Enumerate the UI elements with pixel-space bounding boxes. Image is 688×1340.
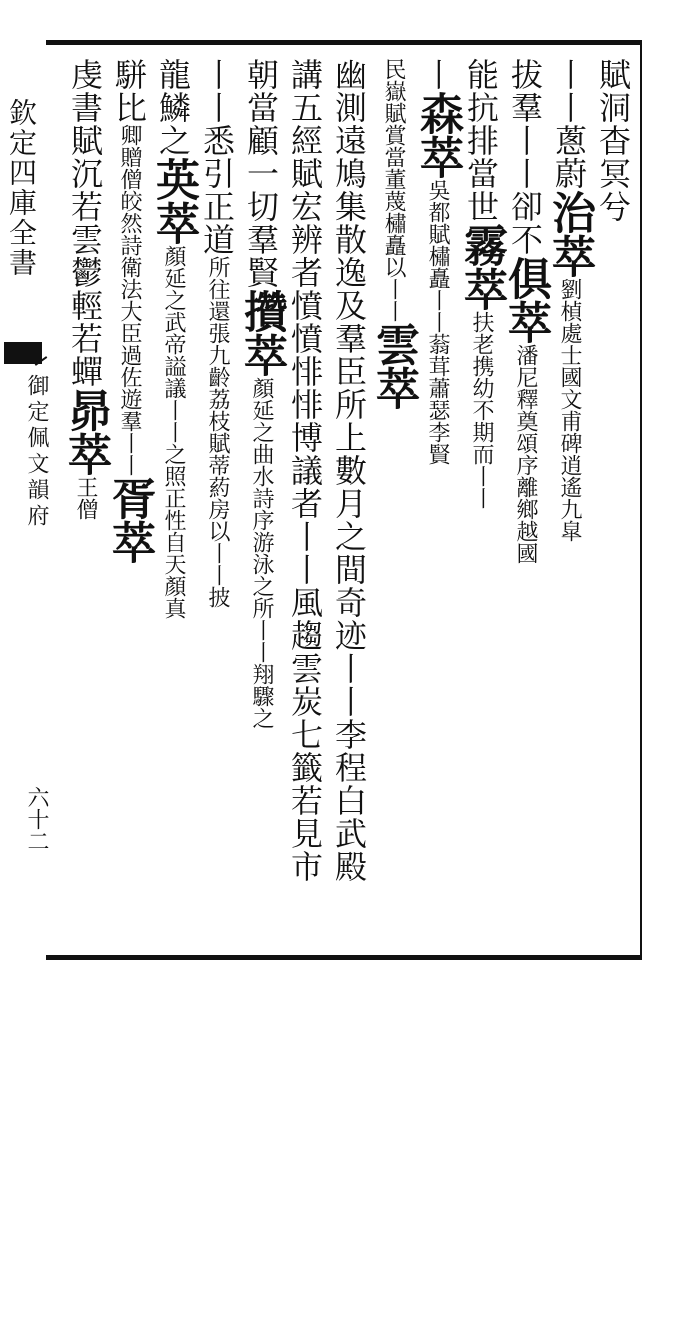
text-column-8 xyxy=(284,58,326,938)
annotation: 吳都賦橚矗丨丨蓊茸蕭瑟李賢 xyxy=(425,179,450,465)
text-column-9 xyxy=(236,58,287,938)
book-title: 御定佩文韻府 xyxy=(24,374,49,530)
column-text: 幽測遠鳩集散逸及羣臣所上數月之間奇迹丨丨李程白武殿 xyxy=(330,58,368,883)
text-column-11 xyxy=(148,58,199,938)
annotation: 扶老携幼不期而丨丨 xyxy=(469,311,494,509)
column-text: 虔書賦沉若雲鬱輕若蟬 xyxy=(66,58,104,388)
text-column-2 xyxy=(544,58,595,938)
fish-tail-mark-icon xyxy=(4,342,42,364)
column-text: 講五經賦宏辨者憤憤悱悱博議者丨丨風趨雲炭七籤若見市 xyxy=(286,58,324,883)
column-text xyxy=(69,853,92,940)
aux-column-a xyxy=(196,460,238,1340)
headword: 昴萃 xyxy=(60,388,111,476)
column-text: 丨 xyxy=(418,58,456,91)
text-column-3 xyxy=(500,58,551,938)
column-text: 能抗排當世 xyxy=(462,58,500,223)
column-text: 賦洞杳冥兮 xyxy=(594,58,632,223)
annotation: 顏延之武帝謚議丨丨之照正性自天顏真 xyxy=(161,245,186,619)
text-column-5 xyxy=(412,58,463,938)
collection-title: 欽定四庫全書 xyxy=(5,98,38,278)
headword: 英萃 xyxy=(148,157,199,245)
spacer xyxy=(60,58,61,59)
text-column-4 xyxy=(456,58,507,938)
annotation: 劉楨處士國文甫碑逍遙九皐 xyxy=(557,278,582,542)
page-number: 六十二 xyxy=(24,786,49,852)
annotation: 顏延之曲水詩序游泳之所丨丨翔驟之 xyxy=(249,377,274,729)
annotation: 王僧 xyxy=(73,476,98,520)
headword: 胥萃 xyxy=(104,476,155,564)
aux-block xyxy=(52,520,92,940)
column-text: 丨丨悉引正道 xyxy=(198,58,236,256)
column-text xyxy=(69,520,92,700)
column-text: 朝當顧一切羣賢 xyxy=(242,58,280,289)
column-text: 拔羣丨丨卻不 xyxy=(506,58,544,256)
column-text: 龍鱗之 xyxy=(154,58,192,157)
headword: 俱萃 xyxy=(500,256,551,344)
annotation: 民嶽賦賞當董蔑橚矗以丨丨 xyxy=(381,58,406,322)
annotation: 潘尼釋奠頌序離鄉越國 xyxy=(513,344,538,564)
annotation: 所往還張九齡荔枝賦蒂葯房以丨丨披 xyxy=(205,256,230,608)
headword: 治萃 xyxy=(544,190,595,278)
text-column-6 xyxy=(368,58,419,938)
column-text: 丨丨蔥蔚 xyxy=(550,58,588,190)
column-text: 駢比 xyxy=(110,58,148,124)
text-column-12 xyxy=(104,58,155,938)
annotation: 卿贈僧皎然詩衛法大臣過佐遊羣丨丨 xyxy=(117,124,142,476)
text-column-1 xyxy=(592,58,634,938)
annotation xyxy=(69,706,92,846)
page-spine xyxy=(0,44,49,954)
headword: 霧萃 xyxy=(456,223,507,311)
headword: 雲萃 xyxy=(368,322,419,410)
headword: 森萃 xyxy=(412,91,463,179)
text-column-7 xyxy=(328,58,370,938)
headword: 攢萃 xyxy=(236,289,287,377)
